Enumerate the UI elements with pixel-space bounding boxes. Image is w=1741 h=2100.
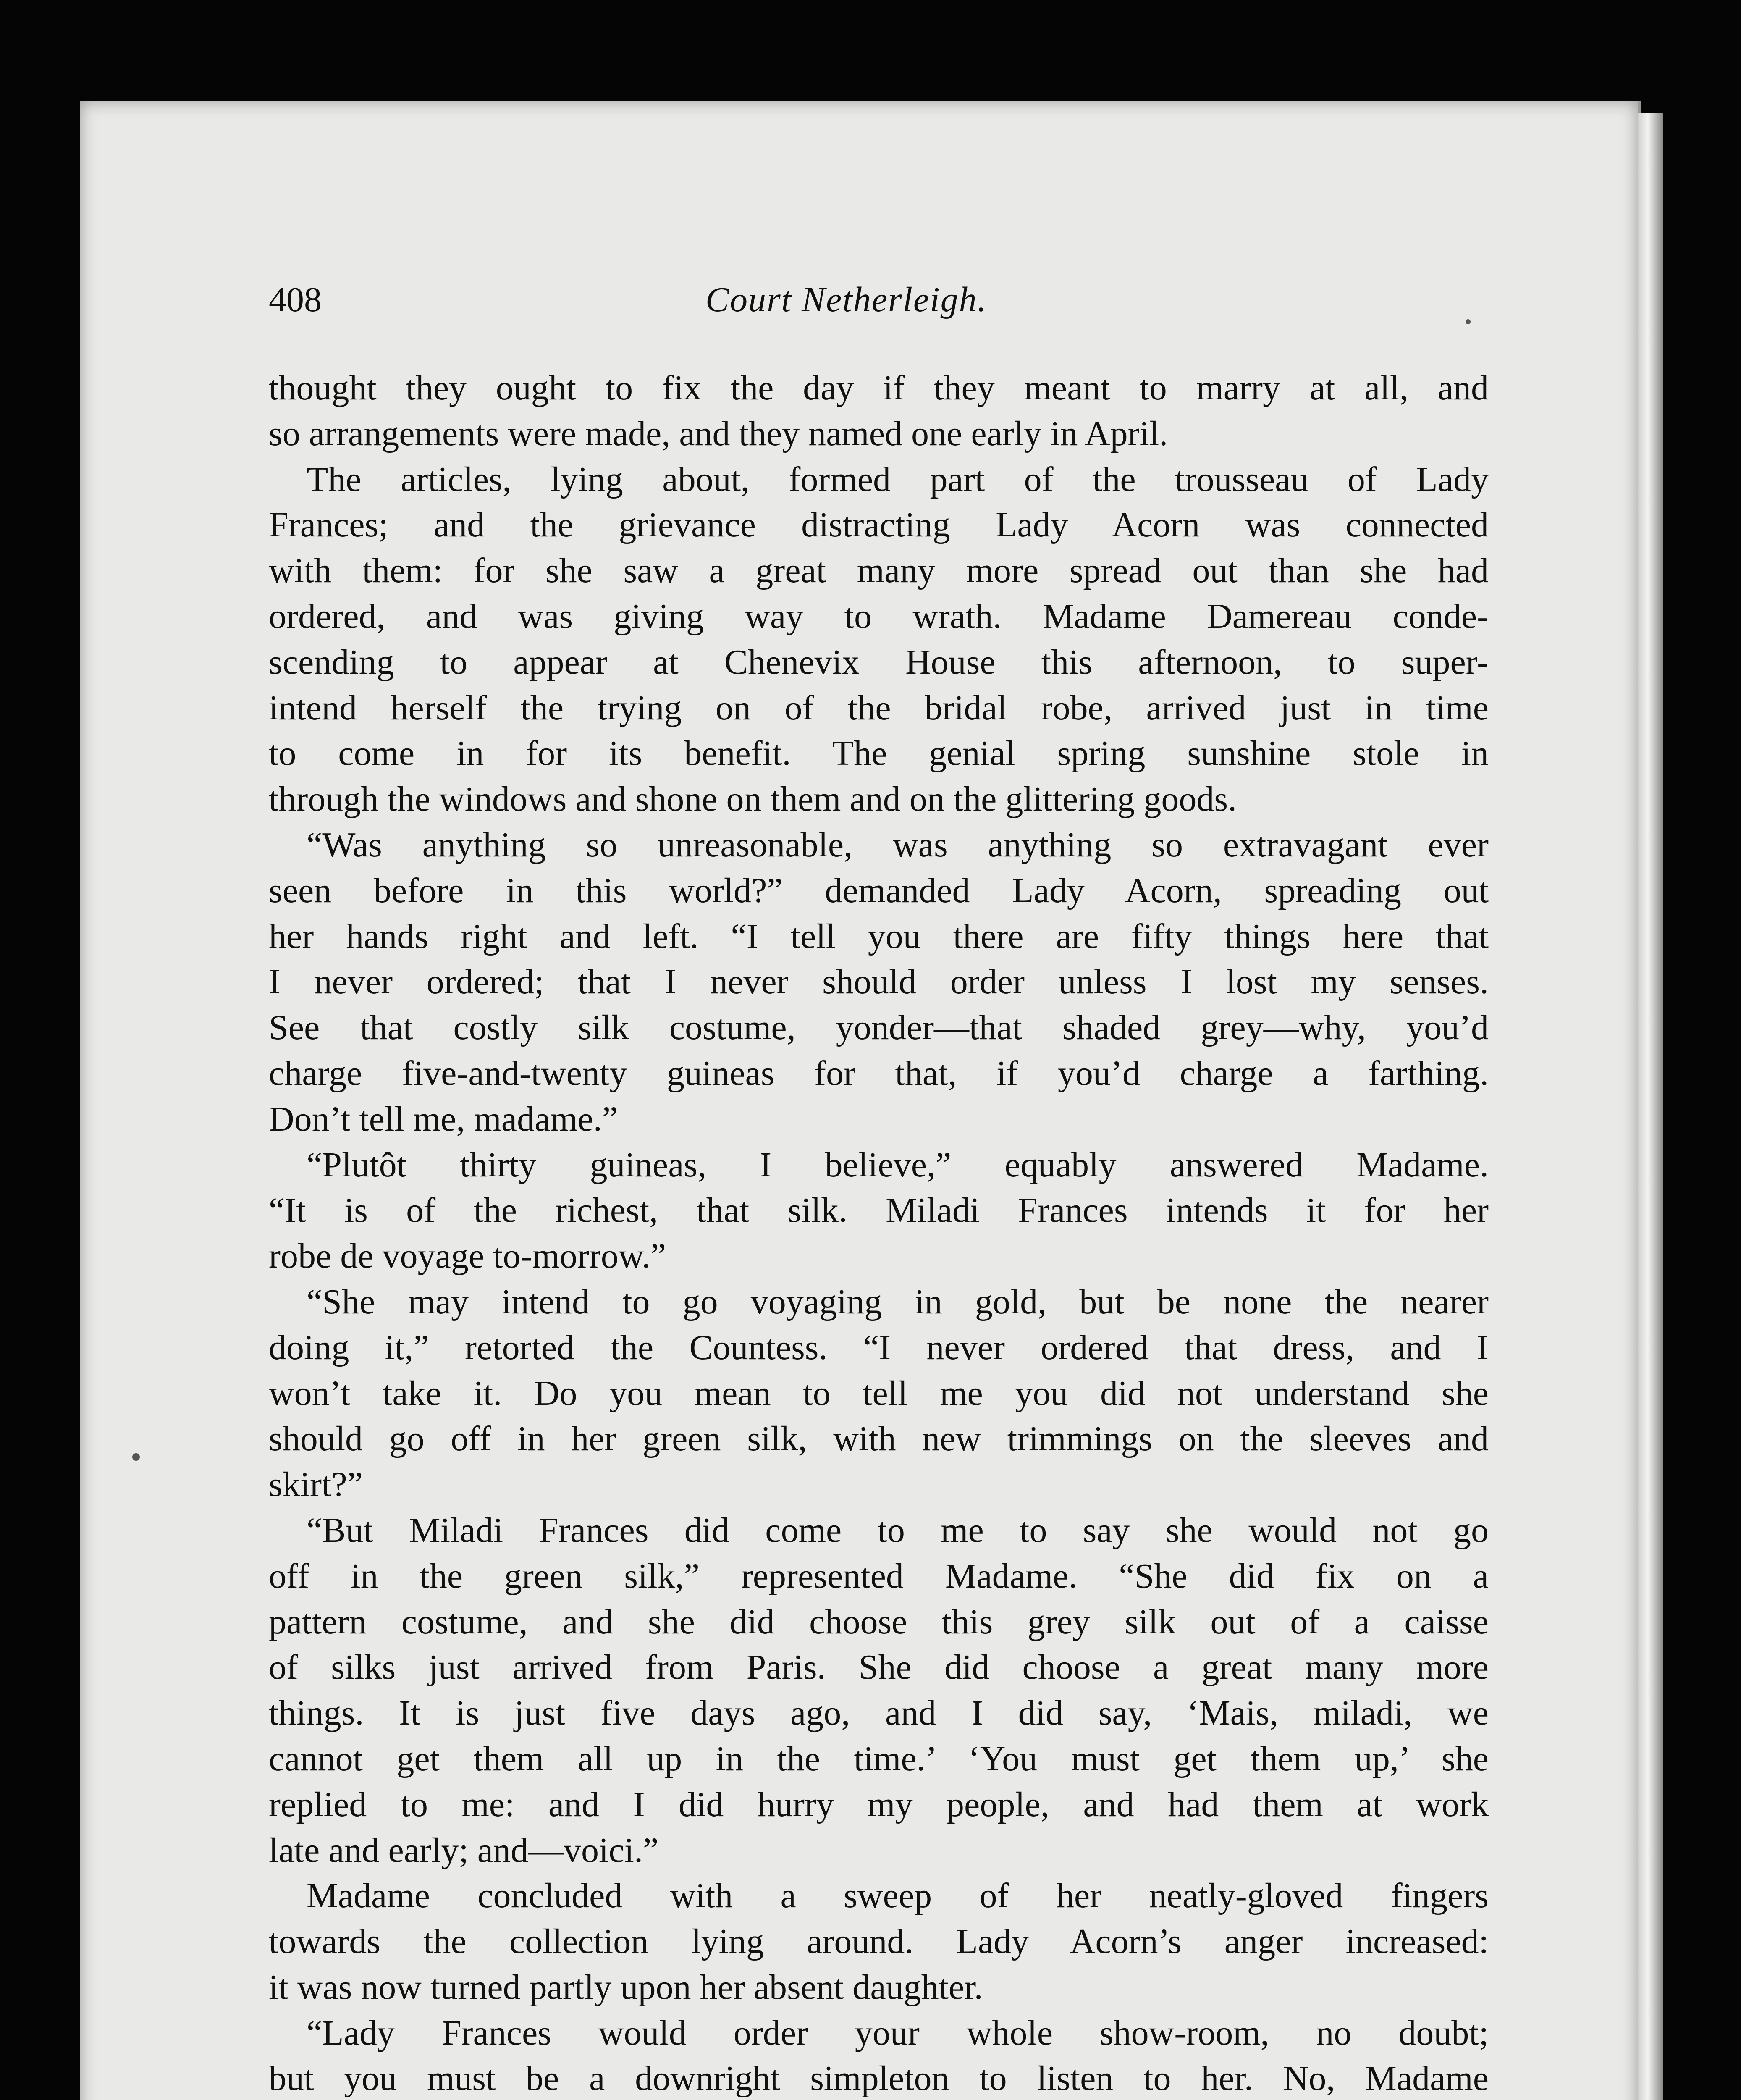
text-line: intend herself the trying on of the bridal robe, arrived just in time [269,688,1489,727]
body-text [269,365,1489,2100]
text-line: it was now turned partly upon her absent daughter. [269,1967,983,2007]
text-line: “Lady Frances would order your whole show-room, no doubt; [307,2013,1489,2053]
page-number: 408 [269,280,322,319]
text-line: “Was anything so unreasonable, was anything so extravagant ever [307,825,1489,864]
text-line: won’t take it. Do you mean to tell me you did not understand she [269,1373,1489,1413]
page-header [269,279,1487,330]
text-line: Don’t tell me, madame.” [269,1099,618,1139]
text-line: “She may intend to go voyaging in gold, but be none the nearer [307,1282,1489,1321]
page-edge [1638,113,1663,2100]
text-line: seen before in this world?” demanded Lady Acorn, spreading out [269,871,1489,910]
text-line: to come in for its benefit. The genial spring sunshine stole in [269,734,1489,773]
scan-speck [132,1453,140,1461]
text-line: so arrangements were made, and they named one early in April. [269,414,1168,453]
text-line: Frances; and the grievance distracting Lady Acorn was connected [269,505,1489,545]
text-line: See that costly silk costume, yonder—that shaded grey—why, you’d [269,1008,1489,1047]
text-line: things. It is just five days ago, and I did say, ‘Mais, miladi, we [269,1693,1489,1733]
text-line: late and early; and—voici.” [269,1830,659,1870]
text-line: Madame concluded with a sweep of her neatly-gloved fingers [307,1876,1489,1916]
text-line: should go off in her green silk, with new trimmings on the sleeves and [269,1419,1489,1459]
text-line: “Plutôt thirty guineas, I believe,” equably answered Madame. [307,1145,1489,1184]
text-line: pattern costume, and she did choose this grey silk out of a caisse [269,1602,1489,1641]
text-line: cannot get them all up in the time.’ ‘You must get them up,’ she [269,1739,1489,1778]
text-line: replied to me: and I did hurry my people, and had them at work [269,1785,1489,1824]
text-line: thought they ought to fix the day if they meant to marry at all, and [269,368,1489,407]
text-line: robe de voyage to-morrow.” [269,1236,666,1276]
text-line: off in the green silk,” represented Madame. “She did fix on a [269,1556,1489,1596]
text-line: I never ordered; that I never should order unless I lost my senses. [269,962,1489,1002]
text-line: but you must be a downright simpleton to listen to her. No, Madame [269,2059,1489,2098]
text-line: towards the collection lying around. Lady Acorn’s anger increased: [269,1922,1489,1961]
scan-speck [1466,319,1471,324]
text-line: charge five-and-twenty guineas for that, if you’d charge a farthing. [269,1053,1489,1093]
text-line: “It is of the richest, that silk. Miladi Frances intends it for her [269,1191,1489,1230]
text-line: through the windows and shone on them and on the glittering goods. [269,780,1237,819]
text-line: doing it,” retorted the Countess. “I never ordered that dress, and I [269,1328,1489,1367]
text-line: of silks just arrived from Paris. She did choose a great many more [269,1648,1489,1687]
text-line: scending to appear at Chenevix House this afternoon, to super- [269,642,1489,682]
text-line: ordered, and was giving way to wrath. Madame Damereau conde- [269,596,1489,636]
text-line: her hands right and left. “I tell you there are fifty things here that [269,916,1489,956]
text-line: “But Miladi Frances did come to me to say she would not go [307,1510,1489,1550]
running-title: Court Netherleigh. [705,280,987,319]
text-line: The articles, lying about, formed part of the trousseau of Lady [307,459,1489,499]
text-line: skirt?” [269,1465,363,1504]
text-line: with them: for she saw a great many more spread out than she had [269,551,1489,591]
